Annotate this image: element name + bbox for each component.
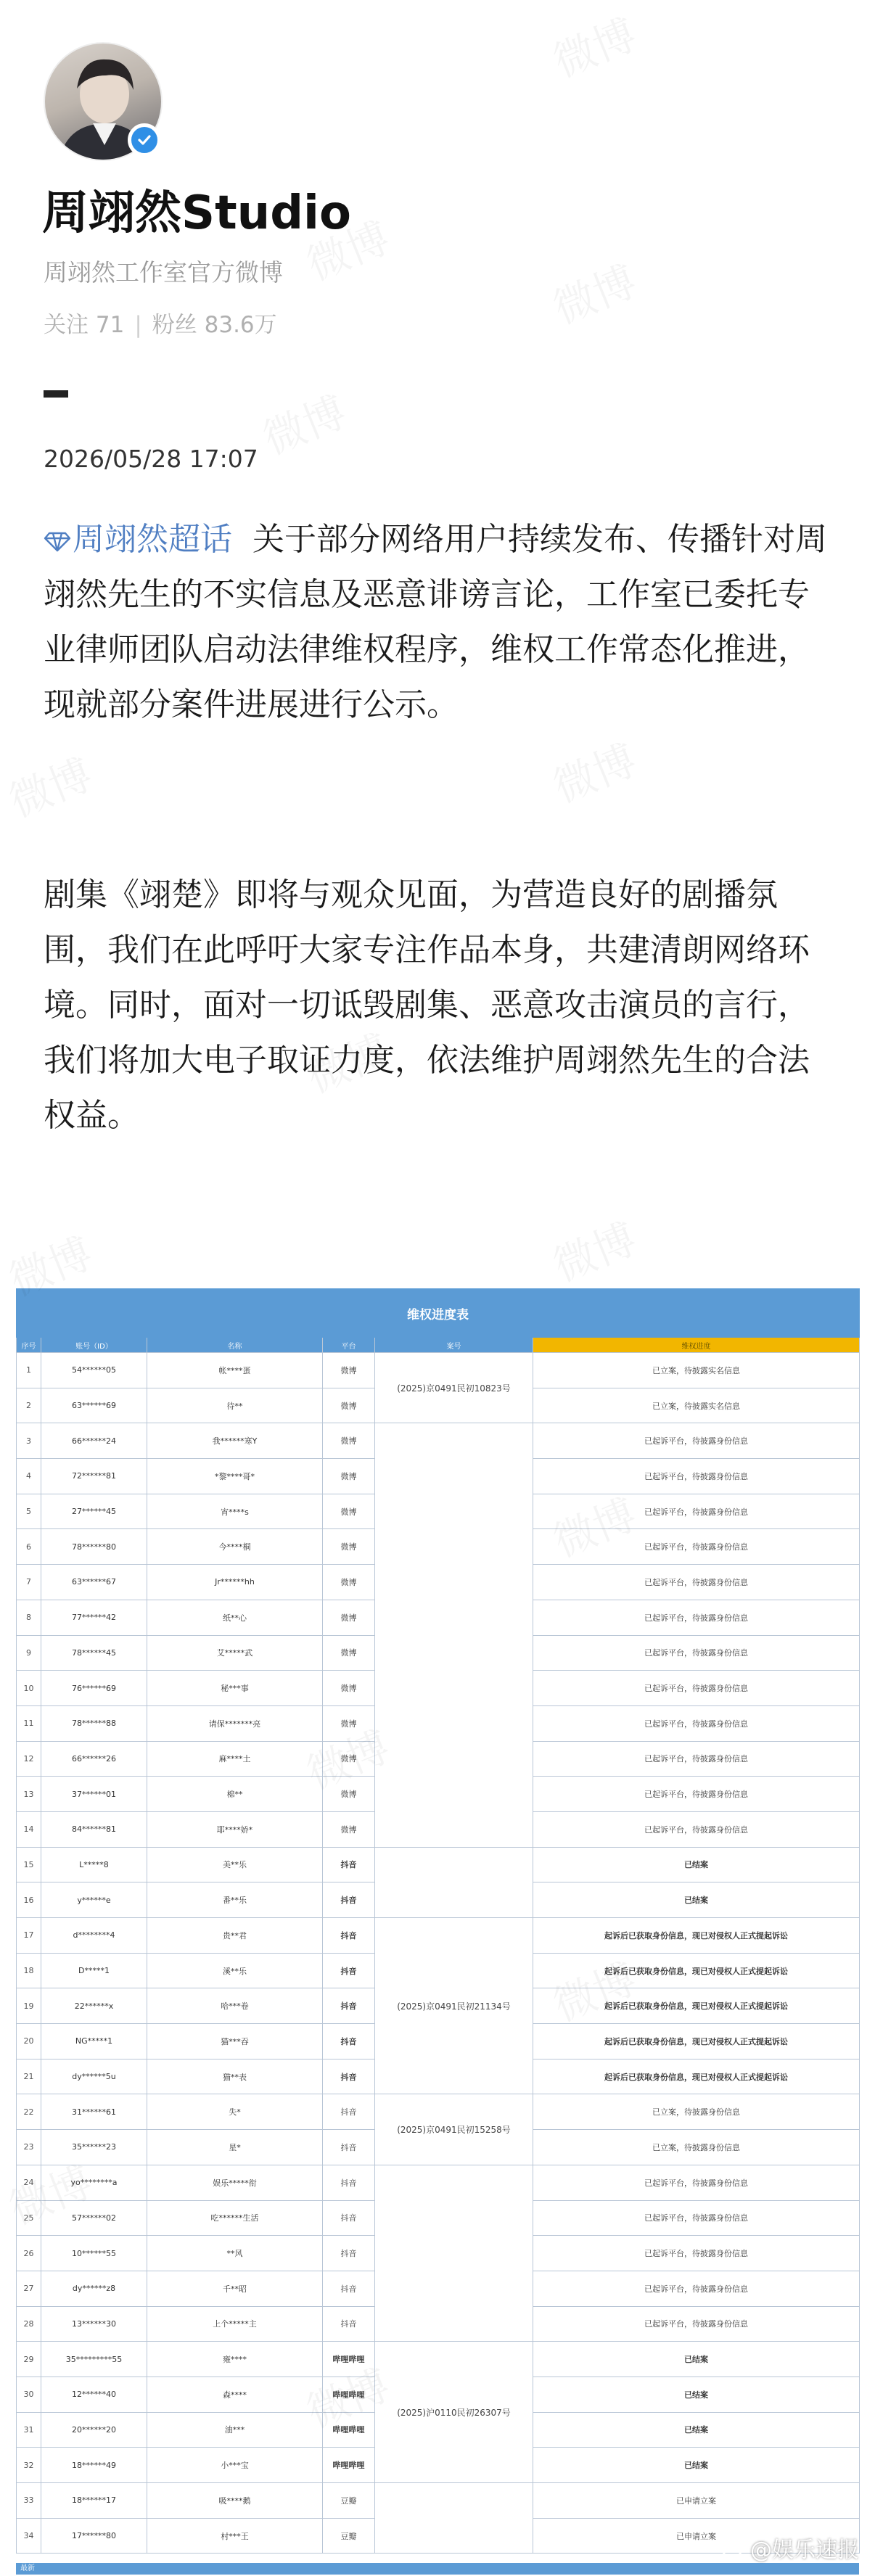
cell-no: 6	[17, 1529, 41, 1565]
followers-count: 83.6万	[204, 312, 277, 338]
cell-no: 25	[17, 2200, 41, 2236]
cell-case-no: (2025)京0491民初10823号	[375, 1353, 533, 1423]
cell-no: 14	[17, 1811, 41, 1847]
cell-account-id: 78******45	[41, 1635, 147, 1671]
cell-platform: 微博	[323, 1388, 375, 1423]
cell-name: 美**乐	[147, 1847, 323, 1882]
cell-account-id: NG*****1	[41, 2024, 147, 2059]
cell-no: 12	[17, 1741, 41, 1777]
cell-account-id: 18******17	[41, 2483, 147, 2519]
watermark	[543, 1205, 644, 1293]
cell-name: 棉**	[147, 1777, 323, 1812]
cell-account-id: 13******30	[41, 2306, 147, 2342]
watermark	[0, 741, 100, 828]
cell-account-id: 66******24	[41, 1423, 147, 1459]
cell-account-id: 63******67	[41, 1565, 147, 1600]
cell-platform: 抖音	[323, 2271, 375, 2306]
cell-name: 艾*****武	[147, 1635, 323, 1671]
following-link[interactable]	[44, 312, 124, 338]
cell-progress: 已结案	[533, 2342, 860, 2377]
cell-progress: 已起诉平台，待披露身份信息	[533, 2236, 860, 2271]
cell-name: 纸**心	[147, 1600, 323, 1635]
cell-platform: 抖音	[323, 2059, 375, 2094]
table-title: 维权进度表	[17, 1289, 860, 1338]
cell-no: 16	[17, 1882, 41, 1918]
cell-name: 请保*******亮	[147, 1705, 323, 1741]
cell-account-id: dy******5u	[41, 2059, 147, 2094]
cell-account-id: 63******69	[41, 1388, 147, 1423]
cell-account-id: 78******80	[41, 1529, 147, 1565]
cell-no: 17	[17, 1918, 41, 1954]
watermark	[543, 726, 644, 814]
cell-case-no	[375, 2165, 533, 2341]
cell-progress: 已起诉平台，待披露身份信息	[533, 1741, 860, 1777]
following-label: 关注	[44, 312, 89, 338]
profile-description: 周翊然工作室官方微博	[44, 258, 283, 287]
cell-account-id: 22******x	[41, 1988, 147, 2024]
table-row	[17, 2483, 860, 2519]
header-name: 名称	[147, 1338, 323, 1353]
cell-platform: 微博	[323, 1459, 375, 1494]
cell-no: 7	[17, 1565, 41, 1600]
watermark	[543, 1, 644, 89]
cell-name: 贵**君	[147, 1918, 323, 1954]
cell-no: 34	[17, 2518, 41, 2554]
diamond-icon	[44, 530, 71, 552]
cell-no: 32	[17, 2448, 41, 2483]
cell-platform: 微博	[323, 1635, 375, 1671]
cell-platform: 抖音	[323, 1847, 375, 1882]
cell-account-id: 31******61	[41, 2094, 147, 2130]
header-account-id: 账号（ID）	[41, 1338, 147, 1353]
cell-platform: 抖音	[323, 2306, 375, 2342]
cell-no: 23	[17, 2130, 41, 2165]
cell-progress: 起诉后已获取身份信息，现已对侵权人正式提起诉讼	[533, 1953, 860, 1988]
cell-platform: 微博	[323, 1600, 375, 1635]
cell-account-id: 17******80	[41, 2518, 147, 2554]
cell-name: 耶****娇*	[147, 1811, 323, 1847]
cell-platform: 哔哩哔哩	[323, 2448, 375, 2483]
source-watermark	[721, 2532, 859, 2564]
cell-progress: 已立案，待披露实名信息	[533, 1353, 860, 1388]
cell-progress: 起诉后已获取身份信息，现已对侵权人正式提起诉讼	[533, 2024, 860, 2059]
cell-name: 千**昭	[147, 2271, 323, 2306]
cell-progress: 已起诉平台，待披露身份信息	[533, 1459, 860, 1494]
cell-no: 33	[17, 2483, 41, 2519]
cell-progress: 已起诉平台，待披露身份信息	[533, 2165, 860, 2200]
table-row	[17, 1918, 860, 1954]
cell-no: 29	[17, 2342, 41, 2377]
cell-platform: 抖音	[323, 2094, 375, 2130]
cell-name: Jr******hh	[147, 1565, 323, 1600]
super-topic-link[interactable]	[44, 521, 232, 558]
cell-platform: 抖音	[323, 1988, 375, 2024]
cell-no: 31	[17, 2412, 41, 2448]
cell-progress: 已起诉平台，待披露身份信息	[533, 1635, 860, 1671]
cell-account-id: 35******23	[41, 2130, 147, 2165]
profile-name[interactable]: 周翊然Studio	[42, 186, 351, 240]
header-progress: 维权进度	[533, 1338, 860, 1353]
source-label: @娱乐速报	[750, 2538, 859, 2563]
cell-progress: 已起诉平台，待披露身份信息	[533, 2200, 860, 2236]
cell-platform: 抖音	[323, 1918, 375, 1954]
cell-account-id: dy******z8	[41, 2271, 147, 2306]
cell-account-id: 27******45	[41, 1494, 147, 1529]
followers-label: 粉丝	[152, 312, 197, 338]
cell-platform: 哔哩哔哩	[323, 2377, 375, 2412]
cell-no: 13	[17, 1777, 41, 1812]
header-platform: 平台	[323, 1338, 375, 1353]
table-row	[17, 1847, 860, 1882]
cell-progress: 起诉后已获取身份信息，现已对侵权人正式提起诉讼	[533, 1988, 860, 2024]
table-row	[17, 2094, 860, 2130]
cell-name: 娱乐*****衔	[147, 2165, 323, 2200]
cell-name: *黎****哥*	[147, 1459, 323, 1494]
cell-platform: 豆瓣	[323, 2483, 375, 2519]
following-count: 71	[95, 312, 125, 338]
cell-progress: 已起诉平台，待披露身份信息	[533, 1777, 860, 1812]
cell-no: 1	[17, 1353, 41, 1388]
cell-progress: 已起诉平台，待披露身份信息	[533, 2306, 860, 2342]
cell-no: 20	[17, 2024, 41, 2059]
cell-progress: 已结案	[533, 1882, 860, 1918]
cell-no: 3	[17, 1423, 41, 1459]
weibo-logo-icon	[721, 2538, 746, 2558]
cell-name: **风	[147, 2236, 323, 2271]
cell-progress: 已申请立案	[533, 2483, 860, 2519]
cell-progress: 已申请立案	[533, 2518, 860, 2554]
cell-progress: 已起诉平台，待披露身份信息	[533, 1565, 860, 1600]
cell-progress: 已起诉平台，待披露身份信息	[533, 1600, 860, 1635]
cell-platform: 微博	[323, 1565, 375, 1600]
cell-name: 待**	[147, 1388, 323, 1423]
cell-account-id: 77******42	[41, 1600, 147, 1635]
cell-no: 24	[17, 2165, 41, 2200]
cell-name: 油***	[147, 2412, 323, 2448]
cell-account-id: 54******05	[41, 1353, 147, 1388]
cell-account-id: 84******81	[41, 1811, 147, 1847]
cell-no: 18	[17, 1953, 41, 1988]
cell-platform: 微博	[323, 1705, 375, 1741]
cell-case-no: (2025)京0491民初21134号	[375, 1918, 533, 2094]
cell-progress: 已结案	[533, 1847, 860, 1882]
cell-name: 帐****蛋	[147, 1353, 323, 1388]
cell-no: 9	[17, 1635, 41, 1671]
cell-account-id: 72******81	[41, 1459, 147, 1494]
cell-name: 秘***事	[147, 1671, 323, 1706]
cell-name: 今****桐	[147, 1529, 323, 1565]
cell-case-no: (2025)京0491民初15258号	[375, 2094, 533, 2165]
cell-name: 上个*****主	[147, 2306, 323, 2342]
cell-platform: 微博	[323, 1671, 375, 1706]
cell-platform: 抖音	[323, 2200, 375, 2236]
cell-name: 吸****鹅	[147, 2483, 323, 2519]
cell-account-id: 10******55	[41, 2236, 147, 2271]
cell-progress: 起诉后已获取身份信息，现已对侵权人正式提起诉讼	[533, 2059, 860, 2094]
cell-platform: 微博	[323, 1353, 375, 1388]
cell-platform: 微博	[323, 1494, 375, 1529]
cell-progress: 已立案，待披露身份信息	[533, 2130, 860, 2165]
cell-no: 8	[17, 1600, 41, 1635]
cell-case-no	[375, 1423, 533, 1847]
cell-progress: 已起诉平台，待披露身份信息	[533, 1705, 860, 1741]
cell-account-id: 20******20	[41, 2412, 147, 2448]
cell-progress: 已立案，待披露实名信息	[533, 1388, 860, 1423]
cell-name: 我******寒Y	[147, 1423, 323, 1459]
cell-platform: 抖音	[323, 2130, 375, 2165]
cell-platform: 哔哩哔哩	[323, 2342, 375, 2377]
stats-divider: |	[134, 312, 142, 338]
cell-name: 宵****s	[147, 1494, 323, 1529]
profile-stats	[44, 306, 277, 339]
cell-no: 15	[17, 1847, 41, 1882]
cell-name: 猫**表	[147, 2059, 323, 2094]
cell-account-id: 76******69	[41, 1671, 147, 1706]
cell-account-id: 78******88	[41, 1705, 147, 1741]
cell-platform: 微博	[323, 1777, 375, 1812]
cell-name: 星*	[147, 2130, 323, 2165]
cell-no: 11	[17, 1705, 41, 1741]
cell-account-id: D*****1	[41, 1953, 147, 1988]
cell-case-no: (2025)沪0110民初26307号	[375, 2342, 533, 2483]
cell-no: 10	[17, 1671, 41, 1706]
header-no: 序号	[17, 1338, 41, 1353]
cell-account-id: 35*********55	[41, 2342, 147, 2377]
cell-progress: 已起诉平台，待披露身份信息	[533, 1529, 860, 1565]
cell-no: 26	[17, 2236, 41, 2271]
cell-no: 27	[17, 2271, 41, 2306]
cell-name: 小***宝	[147, 2448, 323, 2483]
post-date: 2026/05/28 17:07	[44, 445, 258, 473]
cell-progress: 起诉后已获取身份信息，现已对侵权人正式提起诉讼	[533, 1918, 860, 1954]
cell-progress: 已立案，待披露身份信息	[533, 2094, 860, 2130]
cell-account-id: 57******02	[41, 2200, 147, 2236]
cell-no: 19	[17, 1988, 41, 2024]
cell-platform: 微博	[323, 1529, 375, 1565]
cell-platform: 抖音	[323, 2024, 375, 2059]
cell-platform: 微博	[323, 1423, 375, 1459]
watermark	[543, 247, 644, 335]
cell-name: 猫***吞	[147, 2024, 323, 2059]
cell-platform: 微博	[323, 1811, 375, 1847]
cell-progress: 已起诉平台，待披露身份信息	[533, 1494, 860, 1529]
cell-account-id: L*****8	[41, 1847, 147, 1882]
cell-platform: 抖音	[323, 2236, 375, 2271]
followers-link[interactable]	[152, 312, 277, 338]
cell-progress: 已结案	[533, 2448, 860, 2483]
cell-name: 番**乐	[147, 1882, 323, 1918]
verified-badge-icon	[128, 123, 161, 157]
rights-progress-table[interactable]	[16, 1288, 860, 2554]
cell-account-id: y******e	[41, 1882, 147, 1918]
cell-platform: 豆瓣	[323, 2518, 375, 2554]
table-row	[17, 2165, 860, 2200]
table-footer: 最新	[16, 2563, 859, 2575]
cell-platform: 抖音	[323, 1882, 375, 1918]
cell-progress: 已结案	[533, 2412, 860, 2448]
table-row	[17, 1423, 860, 1459]
cell-name: 森****	[147, 2377, 323, 2412]
cell-platform: 微博	[323, 1741, 375, 1777]
cell-progress: 已起诉平台，待披露身份信息	[533, 2271, 860, 2306]
cell-no: 5	[17, 1494, 41, 1529]
cell-no: 30	[17, 2377, 41, 2412]
cell-progress: 已起诉平台，待披露身份信息	[533, 1811, 860, 1847]
cell-name: 吃******生活	[147, 2200, 323, 2236]
super-topic-label: 周翊然超话	[73, 521, 232, 558]
post-paragraph-2: 剧集《翊楚》即将与观众见面，为营造良好的剧播氛围，我们在此呼吁大家专注作品本身，共建清朗网络环境。同时，面对一切诋毁剧集、恶意攻击演员的言行，我们将加大电子取证力度，依法维护周翊然先生的合法权益。	[44, 876, 810, 1134]
cell-no: 4	[17, 1459, 41, 1494]
cell-account-id: 66******26	[41, 1741, 147, 1777]
table-row	[17, 2342, 860, 2377]
cell-account-id: d********4	[41, 1918, 147, 1954]
cell-platform: 抖音	[323, 1953, 375, 1988]
cell-no: 21	[17, 2059, 41, 2094]
cell-no: 28	[17, 2306, 41, 2342]
cell-name: 失*	[147, 2094, 323, 2130]
cell-progress: 已起诉平台，待披露身份信息	[533, 1423, 860, 1459]
post-paragraph-1	[44, 512, 834, 733]
cell-platform: 抖音	[323, 2165, 375, 2200]
cell-name: 雍****	[147, 2342, 323, 2377]
cell-no: 22	[17, 2094, 41, 2130]
cell-case-no	[375, 2483, 533, 2554]
cell-name: 溪**乐	[147, 1953, 323, 1988]
divider-bar	[44, 390, 68, 398]
cell-account-id: yo********a	[41, 2165, 147, 2200]
cell-name: 村***王	[147, 2518, 323, 2554]
header-case-no: 案号	[375, 1338, 533, 1353]
cell-progress: 已起诉平台，待披露身份信息	[533, 1671, 860, 1706]
table-row	[17, 1353, 860, 1388]
cell-account-id: 37******01	[41, 1777, 147, 1812]
cell-name: 哈***卷	[147, 1988, 323, 2024]
cell-platform: 哔哩哔哩	[323, 2412, 375, 2448]
cell-case-no	[375, 1847, 533, 1917]
cell-name: 麻****土	[147, 1741, 323, 1777]
cell-no: 2	[17, 1388, 41, 1423]
cell-account-id: 18******49	[41, 2448, 147, 2483]
cell-progress: 已结案	[533, 2377, 860, 2412]
post-text-1: 关于部分网络用户持续发布、传播针对周翊然先生的不实信息及恶意诽谤言论，工作室已委托专业律师团队启动法律维权程序，维权工作常态化推进，现就部分案件进展进行公示。	[44, 521, 827, 723]
watermark	[252, 378, 353, 466]
cell-account-id: 12******40	[41, 2377, 147, 2412]
